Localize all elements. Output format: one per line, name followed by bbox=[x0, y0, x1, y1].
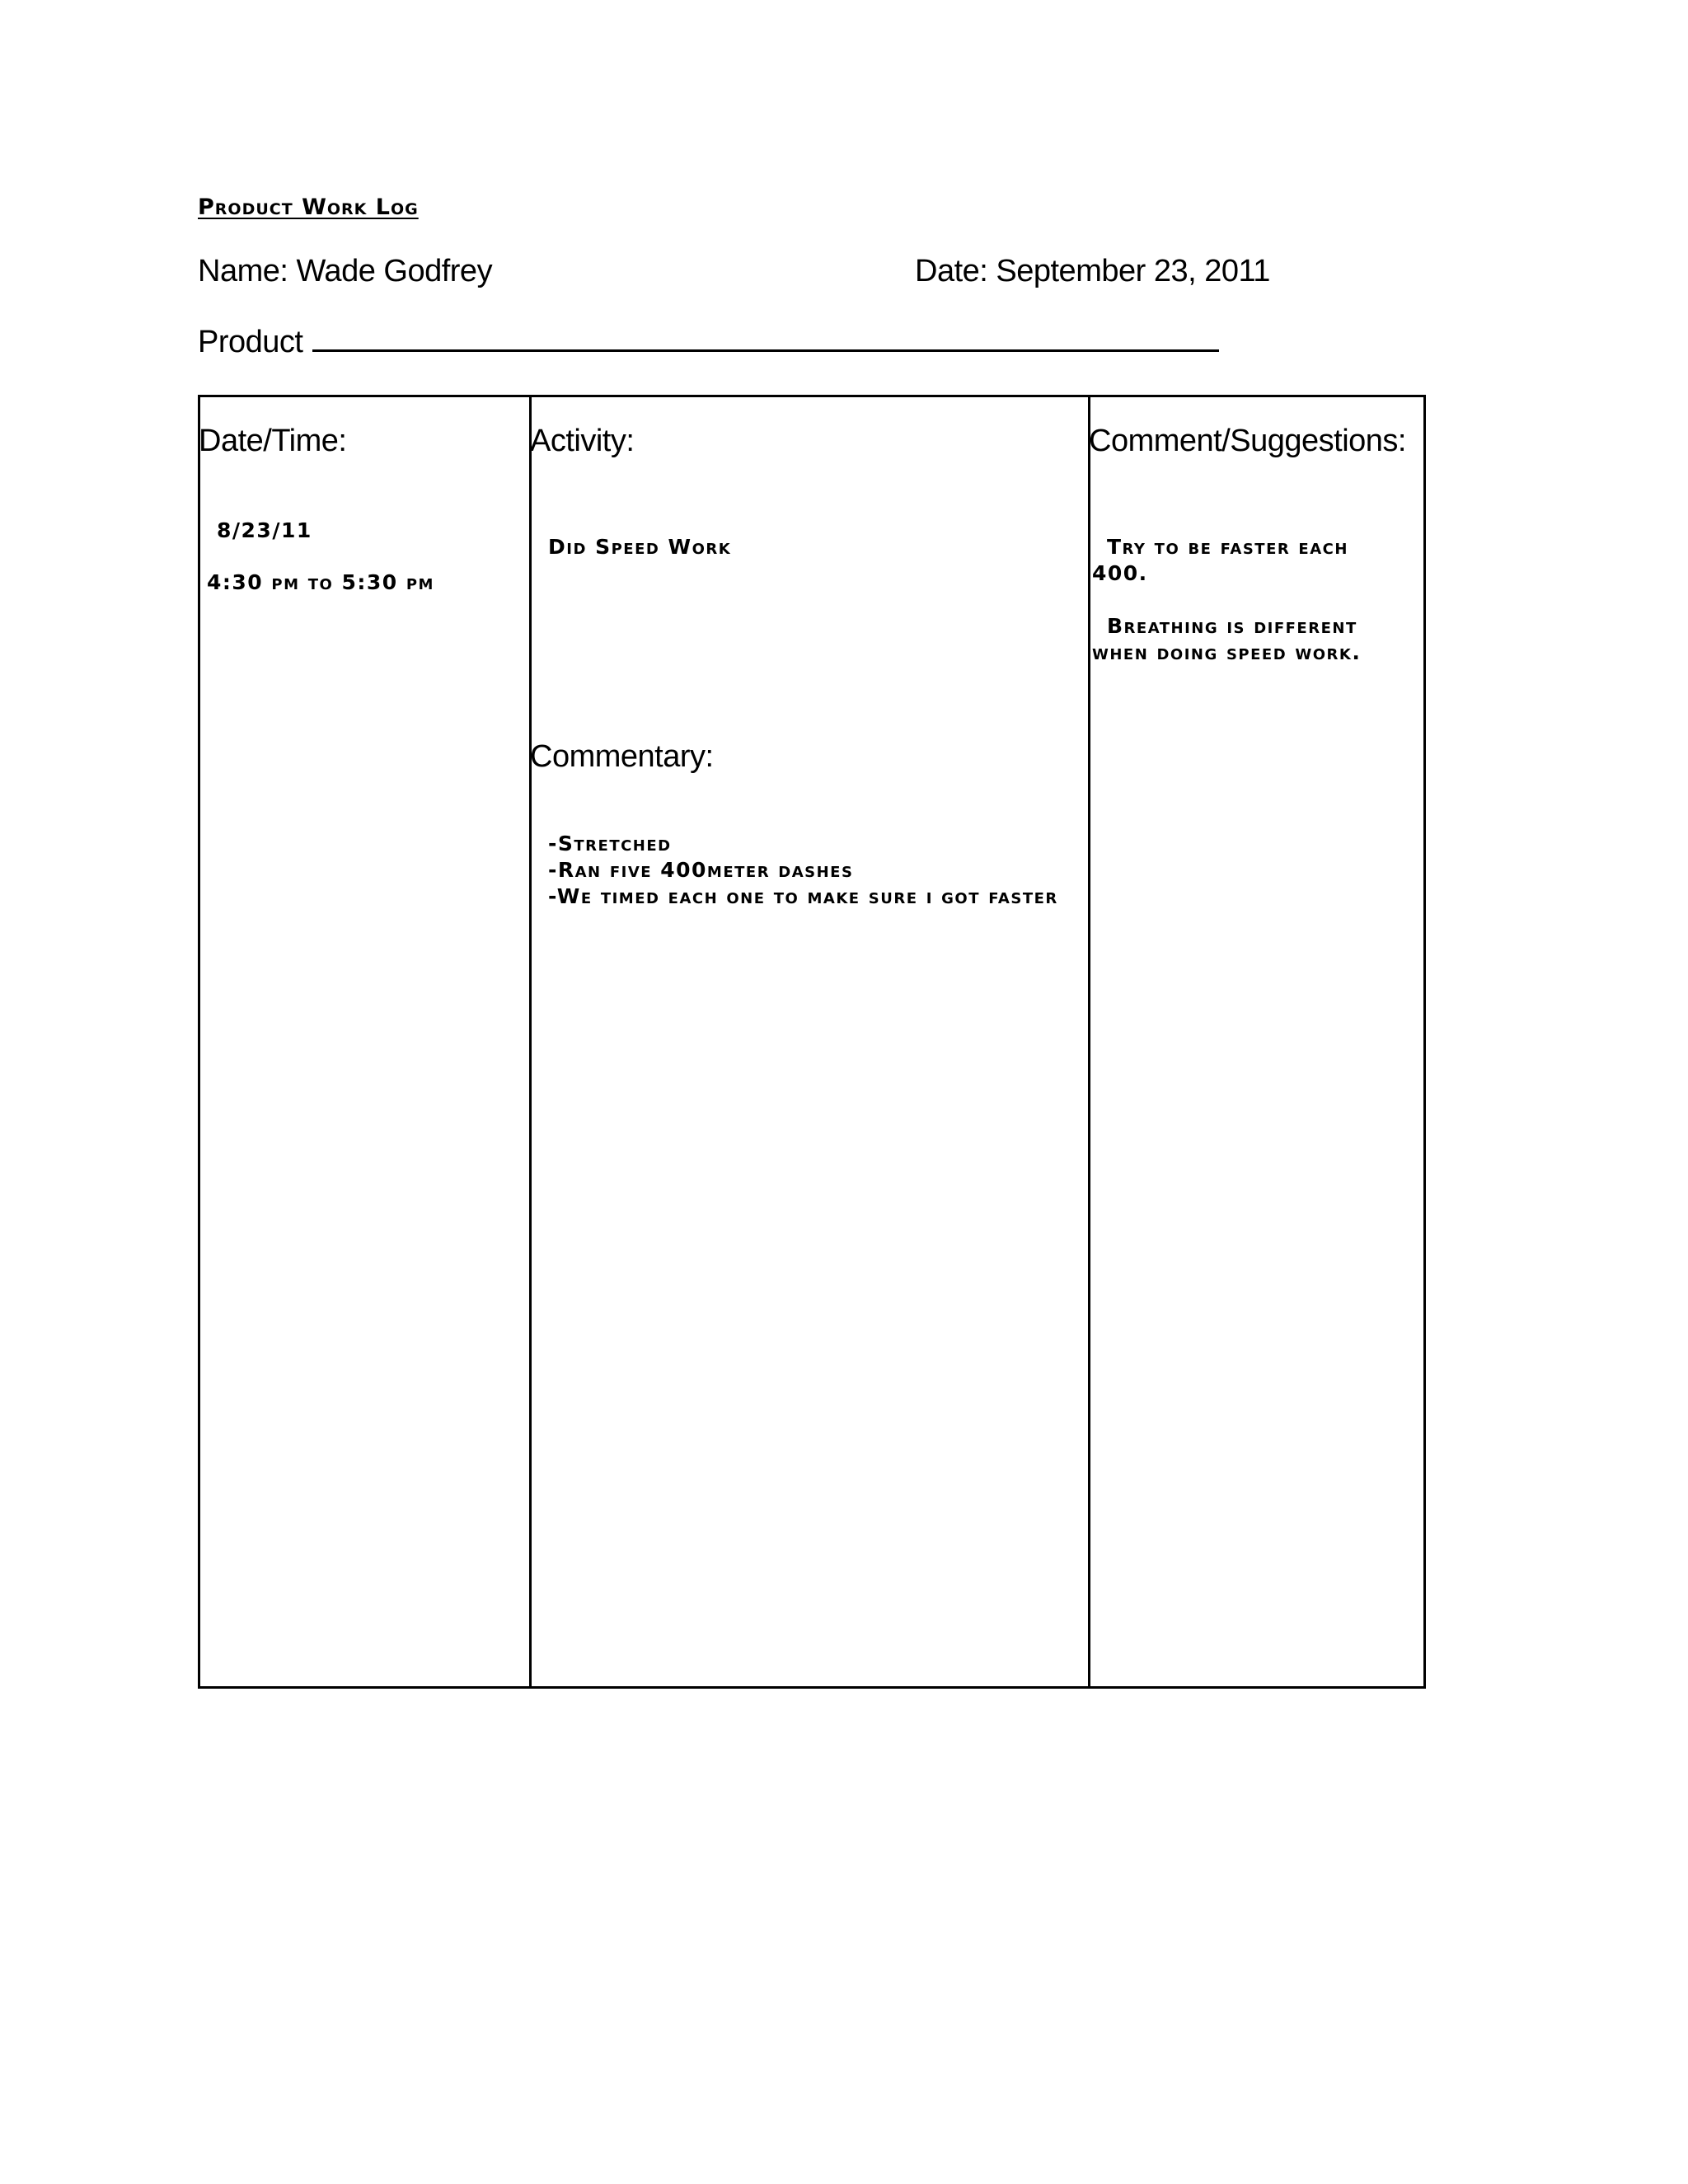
entry-date: 8/23/11 bbox=[217, 518, 312, 542]
date-time-column bbox=[200, 397, 532, 1686]
comment-suggestions-column bbox=[1090, 397, 1423, 1686]
work-log-table bbox=[198, 395, 1426, 1689]
suggestion-line: Try to be faster each bbox=[1107, 535, 1348, 559]
suggestion-line: Breathing is different bbox=[1107, 614, 1357, 638]
commentary-list bbox=[548, 831, 1058, 910]
commentary-item: -We timed each one to make sure i got faster bbox=[548, 884, 1058, 908]
suggestion-line: 400. bbox=[1092, 561, 1148, 585]
activity-entry: Did Speed Work bbox=[548, 535, 732, 559]
name-field: Name: Wade Godfrey bbox=[198, 254, 493, 288]
product-field bbox=[198, 325, 1219, 360]
product-blank-line bbox=[312, 348, 1219, 352]
activity-header: Activity: bbox=[530, 424, 635, 458]
suggestion-item bbox=[1092, 534, 1389, 587]
comment-suggestions-header: Comment/Suggestions: bbox=[1089, 424, 1406, 458]
commentary-item: -Ran five 400meter dashes bbox=[548, 858, 854, 882]
product-label: Product bbox=[198, 325, 303, 359]
suggestion-item bbox=[1092, 613, 1389, 666]
date-time-header: Date/Time: bbox=[199, 424, 347, 458]
commentary-item: -Stretched bbox=[548, 832, 672, 855]
entry-time: 4:30 pm to 5:30 pm bbox=[207, 570, 434, 594]
document-title: Product Work Log bbox=[198, 194, 419, 220]
commentary-header: Commentary: bbox=[530, 739, 714, 774]
activity-column bbox=[532, 397, 1090, 1686]
date-field: Date: September 23, 2011 bbox=[915, 254, 1270, 288]
suggestion-line: when doing speed work. bbox=[1092, 640, 1362, 664]
